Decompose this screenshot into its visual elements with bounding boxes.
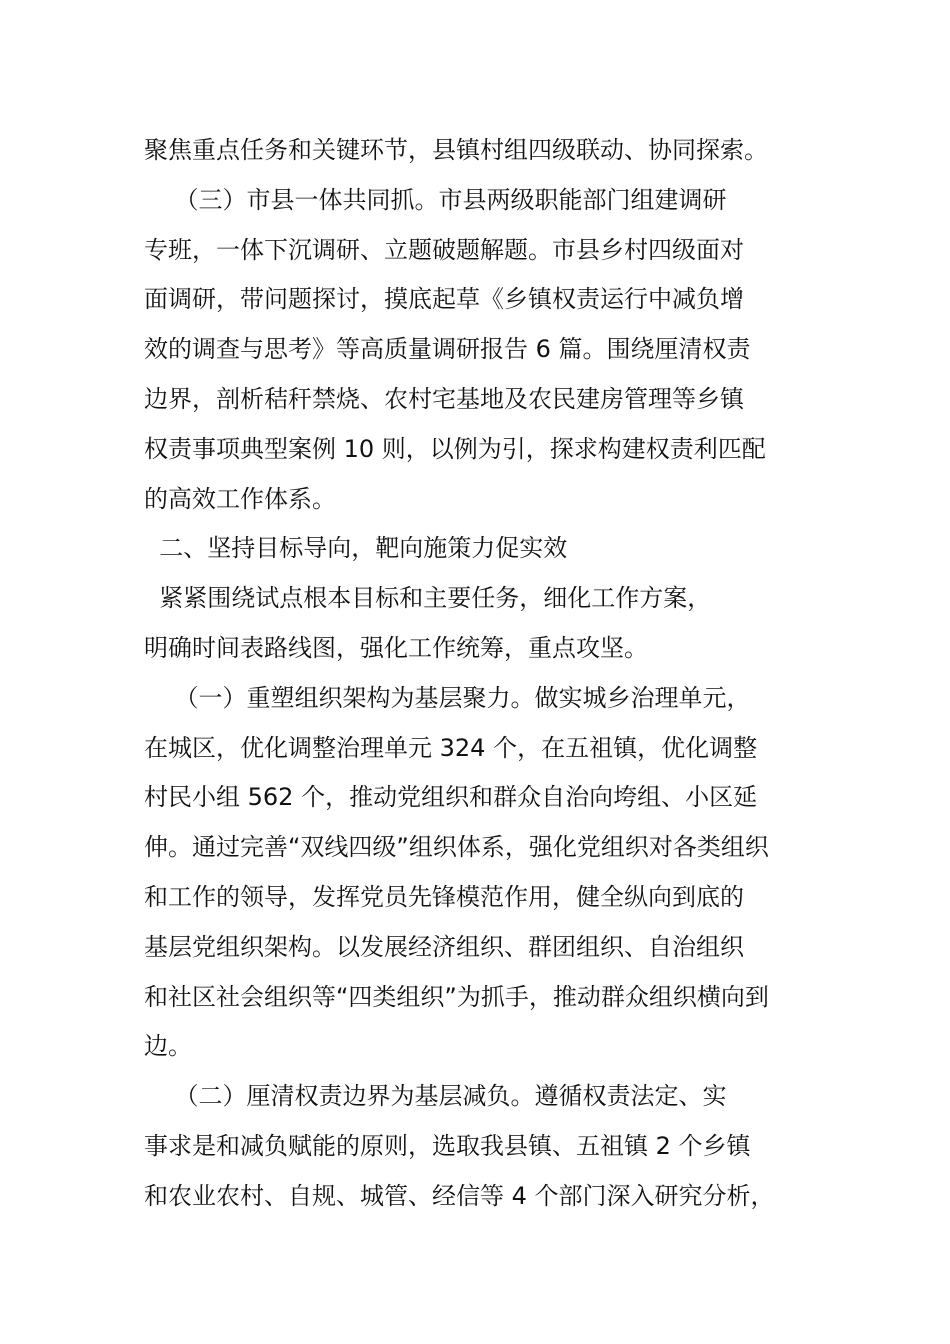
text-line: 和工作的领导，发挥党员先锋模范作用，健全纵向到底的 (144, 882, 744, 911)
text-line: 边界，剖析秸秆禁烧、农村宅基地及农民建房管理等乡镇 (144, 384, 744, 413)
text-line: 面调研，带问题探讨，摸底起草《乡镇权责运行中减负增 (144, 285, 744, 314)
text-line: 紧紧围绕试点根本目标和主要任务，细化工作方案， (144, 584, 712, 613)
document-body (144, 126, 834, 1222)
text-line: （三）市县一体共同抓。市县两级职能部门组建调研 (144, 185, 727, 214)
text-line: 和农业农村、自规、城管、经信等 4 个部门深入研究分析， (144, 1181, 775, 1210)
text-line: 权责事项典型案例 10 则，以例为引，探求构建权责利匹配 (144, 434, 766, 463)
text-line: 效的调查与思考》等高质量调研报告 6 篇。围绕厘清权责 (144, 335, 751, 364)
text-line: 村民小组 562 个，推动党组织和群众自治向垮组、小区延 (144, 783, 758, 812)
text-line: （二）厘清权责边界为基层减负。遵循权责法定、实 (144, 1082, 727, 1111)
text-line: 专班，一体下沉调研、立题破题解题。市县乡村四级面对 (144, 235, 744, 264)
text-line: 的高效工作体系。 (144, 484, 336, 513)
text-line: 边。 (144, 1032, 192, 1061)
section-heading: 二、坚持目标导向，靶向施策力促实效 (144, 534, 568, 563)
text-line: 伸。通过完善“双线四级”组织体系，强化党组织对各类组织 (144, 833, 769, 862)
text-line: 事求是和减负赋能的原则，选取我县镇、五祖镇 2 个乡镇 (144, 1131, 751, 1160)
text-line: （一）重塑组织架构为基层聚力。做实城乡治理单元， (144, 683, 751, 712)
text-line: 基层党组织架构。以发展经济组织、群团组织、自治组织 (144, 932, 744, 961)
text-line: 聚焦重点任务和关键环节，县镇村组四级联动、协同探索。 (144, 136, 768, 164)
text-line: 在城区，优化调整治理单元 324 个，在五祖镇，优化调整 (144, 733, 758, 762)
text-line: 和社区社会组织等“四类组织”为抓手，推动群众组织横向到 (144, 982, 769, 1011)
text-line: 明确时间表路线图，强化工作统筹，重点攻坚。 (144, 633, 648, 662)
